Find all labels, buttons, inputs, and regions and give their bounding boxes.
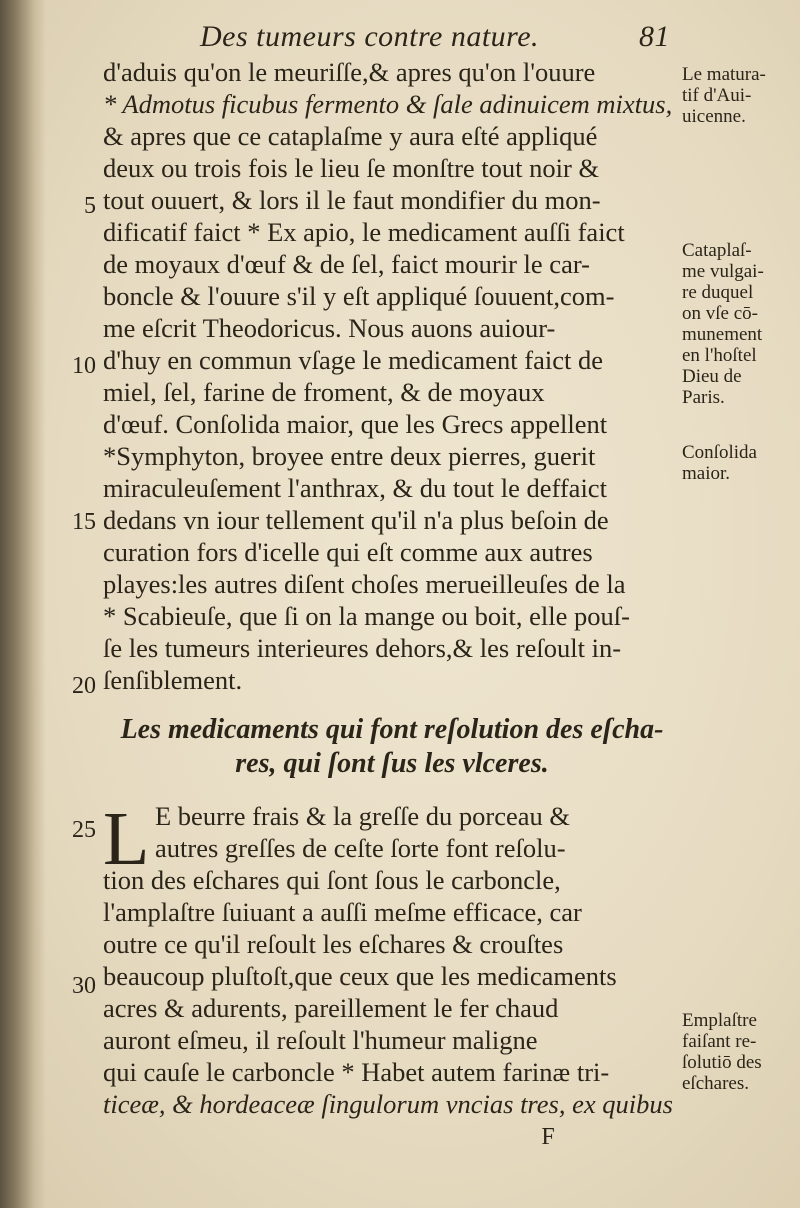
text-line: tout ouuert, & lors il le faut mondifier du mon- xyxy=(103,185,601,215)
line-number: 10 xyxy=(72,353,96,379)
text-line: d'œuf. Conſolida maior, que les Grecs appellent xyxy=(103,409,608,439)
margin-line: Cataplaſ- xyxy=(682,240,752,261)
margin-line: on vſe cō- xyxy=(682,303,758,324)
margin-note-cataplasme xyxy=(682,240,794,408)
text-line: auront eſmeu, il reſoult l'humeur maligne xyxy=(103,1025,538,1055)
text-line: miraculeuſement l'anthrax, & du tout le deffaict xyxy=(103,473,607,503)
text-line: qui cauſe le carboncle * Habet autem farinæ tri- xyxy=(103,1057,610,1087)
margin-line: Emplaſtre xyxy=(682,1010,757,1031)
line-number: 5 xyxy=(84,193,96,219)
text-line: d'aduis qu'on le meuriſſe,& apres qu'on l'ouure xyxy=(103,57,596,87)
margin-line: re duquel xyxy=(682,282,754,303)
signature-mark: F xyxy=(541,1124,555,1150)
text-line: * Scabieuſe, que ſi on la mange ou boit, elle pouſ- xyxy=(103,601,630,631)
text-line: boncle & l'ouure s'il y eſt appliqué ſouuent,com- xyxy=(103,281,615,311)
line-number: 30 xyxy=(72,973,96,999)
text-line: autres greſſes de ceſte ſorte font reſolu- xyxy=(155,833,566,863)
text-line: curation fors d'icelle qui eſt comme aux autres xyxy=(103,537,593,567)
page-number: 81 xyxy=(639,20,670,53)
text-line: dificatif faict * Ex apio, le medicament auſſi faict xyxy=(103,217,625,247)
margin-line: tif d'Aui- xyxy=(682,85,752,106)
margin-line: me vulgai- xyxy=(682,261,764,282)
text-line: d'huy en commun vſage le medicament faict de xyxy=(103,345,603,375)
line-number: 20 xyxy=(72,673,96,699)
margin-note-consolida xyxy=(682,442,794,484)
running-head-title: Des tumeurs contre nature. xyxy=(200,20,540,53)
text-line: *Symphyton, broyee entre deux pierres, guerit xyxy=(103,441,596,471)
drop-cap: L xyxy=(103,797,150,881)
margin-line: faiſant re- xyxy=(682,1031,757,1052)
text-line: acres & adurents, pareillement le fer chaud xyxy=(103,993,559,1023)
text-line: deux ou trois fois le lieu ſe monſtre tout noir & xyxy=(103,153,600,183)
margin-note-maturatif xyxy=(682,64,794,127)
margin-line: uicenne. xyxy=(682,106,746,127)
margin-note-emplastre xyxy=(682,1010,794,1094)
text-line: l'amplaſtre ſuiuant a auſſi meſme efficace, car xyxy=(103,897,582,927)
line-number: 25 xyxy=(72,817,96,843)
page-gutter-shadow xyxy=(0,0,46,1208)
text-line: * Admotus ficubus fermento & ſale adinuicem mixtus, xyxy=(103,89,673,119)
margin-line: maior. xyxy=(682,463,731,484)
text-line: ſenſiblement. xyxy=(103,665,243,695)
margin-line: en l'hoſtel xyxy=(682,345,757,366)
section-heading-line: res, qui ſont ſus les vlceres. xyxy=(235,748,549,779)
text-line: ticeæ, & hordeaceæ ſingulorum vncias tres, ex quibus xyxy=(103,1089,673,1119)
margin-line: Conſolida xyxy=(682,442,757,463)
margin-line: munement xyxy=(682,324,763,345)
text-line: & apres que ce cataplaſme y aura eſté appliqué xyxy=(103,121,598,151)
text-line: beaucoup pluſtoſt,que ceux que les medicaments xyxy=(103,961,617,991)
margin-line: ſolutiō des xyxy=(682,1052,762,1073)
line-number: 15 xyxy=(72,509,96,535)
margin-line: eſchares. xyxy=(682,1073,749,1094)
text-line: me eſcrit Theodoricus. Nous auons auiour- xyxy=(103,313,556,343)
text-line: dedans vn iour tellement qu'il n'a plus beſoin de xyxy=(103,505,609,535)
text-line: tion des eſchares qui ſont ſous le carboncle, xyxy=(103,865,561,895)
section-heading-line: Les medicaments qui font reſolution des eſcha- xyxy=(120,714,664,745)
margin-line: Le matura- xyxy=(682,64,766,85)
text-line: outre ce qu'il reſoult les eſchares & crouſtes xyxy=(103,929,564,959)
text-line: de moyaux d'œuf & de ſel, faict mourir le car- xyxy=(103,249,590,279)
text-line: miel, ſel, farine de froment, & de moyaux xyxy=(103,377,545,407)
margin-line: Dieu de xyxy=(682,366,742,387)
margin-line: Paris. xyxy=(682,387,725,408)
text-line: ſe les tumeurs interieures dehors,& les reſoult in- xyxy=(103,633,622,663)
text-line: playes:les autres diſent choſes merueilleuſes de la xyxy=(103,569,626,599)
text-line: E beurre frais & la greſſe du porceau & xyxy=(155,801,570,831)
